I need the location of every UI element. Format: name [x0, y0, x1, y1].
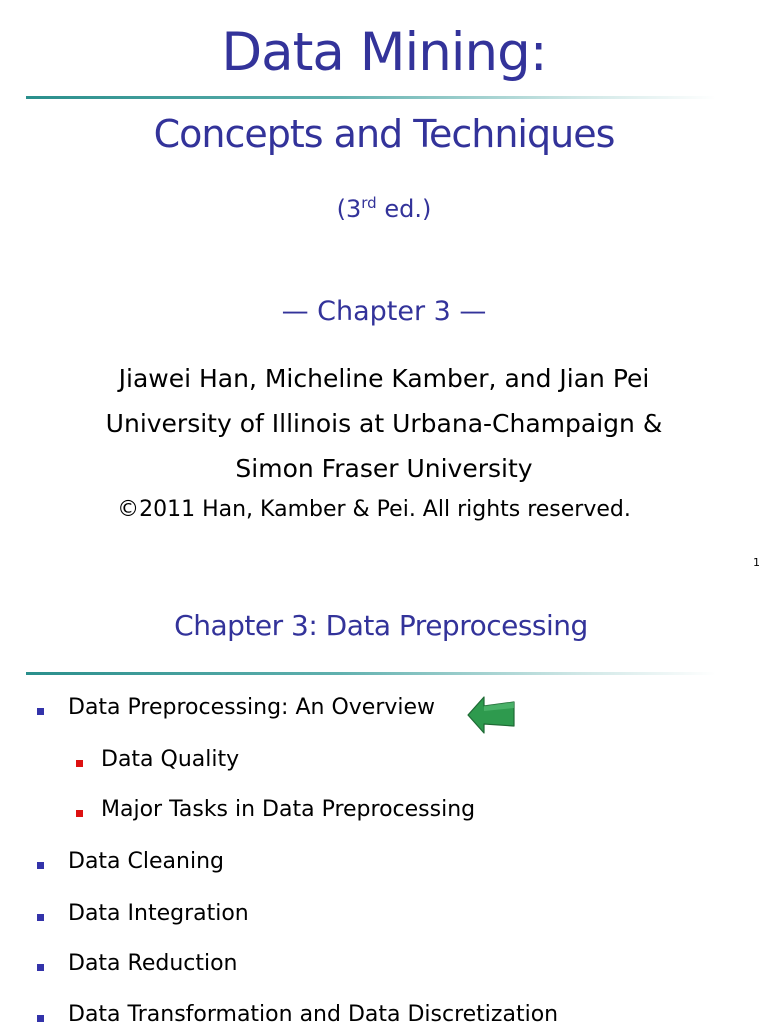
affiliation-line: Simon Fraser University [235, 454, 533, 483]
list-item-label: Data Quality [101, 747, 240, 772]
edition-suffix: ed.) [376, 195, 432, 223]
list-item-label: Major Tasks in Data Preprocessing [101, 797, 476, 822]
list-item [101, 747, 239, 772]
list-item-label: Data Preprocessing: An Overview [68, 695, 436, 720]
list-item [68, 901, 249, 926]
list-item-label: Data Transformation and Data Discretization [68, 1002, 559, 1027]
list-item-label: Data Reduction [68, 951, 238, 976]
bullet-marker [37, 1015, 44, 1022]
list-item-label: Data Integration [68, 901, 249, 926]
slide-title: Chapter 3: Data Preprocessing [174, 609, 588, 642]
list-item [68, 695, 435, 720]
bullet-marker [37, 914, 44, 921]
bullet-marker [76, 810, 83, 817]
authors-line: Jiawei Han, Micheline Kamber, and Jian Pei [118, 364, 650, 393]
list-item-label: Data Cleaning [68, 849, 224, 874]
bullet-marker [37, 708, 44, 715]
slide-title: Data Mining: [221, 22, 547, 83]
outline-slide [0, 585, 768, 1027]
affiliation-line: University of Illinois at Urbana-Champaign & [105, 409, 663, 438]
copyright-notice: ©2011 Han, Kamber & Pei. All rights reserved. [117, 497, 631, 522]
bullet-marker [76, 760, 83, 767]
slide-subtitle: Concepts and Techniques [153, 112, 615, 156]
page-number: 1 [753, 556, 760, 569]
green-left-arrow-icon [466, 694, 516, 736]
edition-label [0, 194, 768, 223]
bullet-marker [37, 964, 44, 971]
edition-superscript: rd [361, 194, 377, 212]
bullet-marker [37, 862, 44, 869]
list-item [101, 797, 475, 822]
outline-list [0, 585, 768, 1027]
title-divider [26, 96, 716, 99]
chapter-label: — Chapter 3 — [281, 296, 487, 327]
list-item [68, 849, 224, 874]
list-item [68, 951, 238, 976]
list-item [68, 1002, 558, 1027]
edition-prefix: (3 [336, 195, 362, 223]
